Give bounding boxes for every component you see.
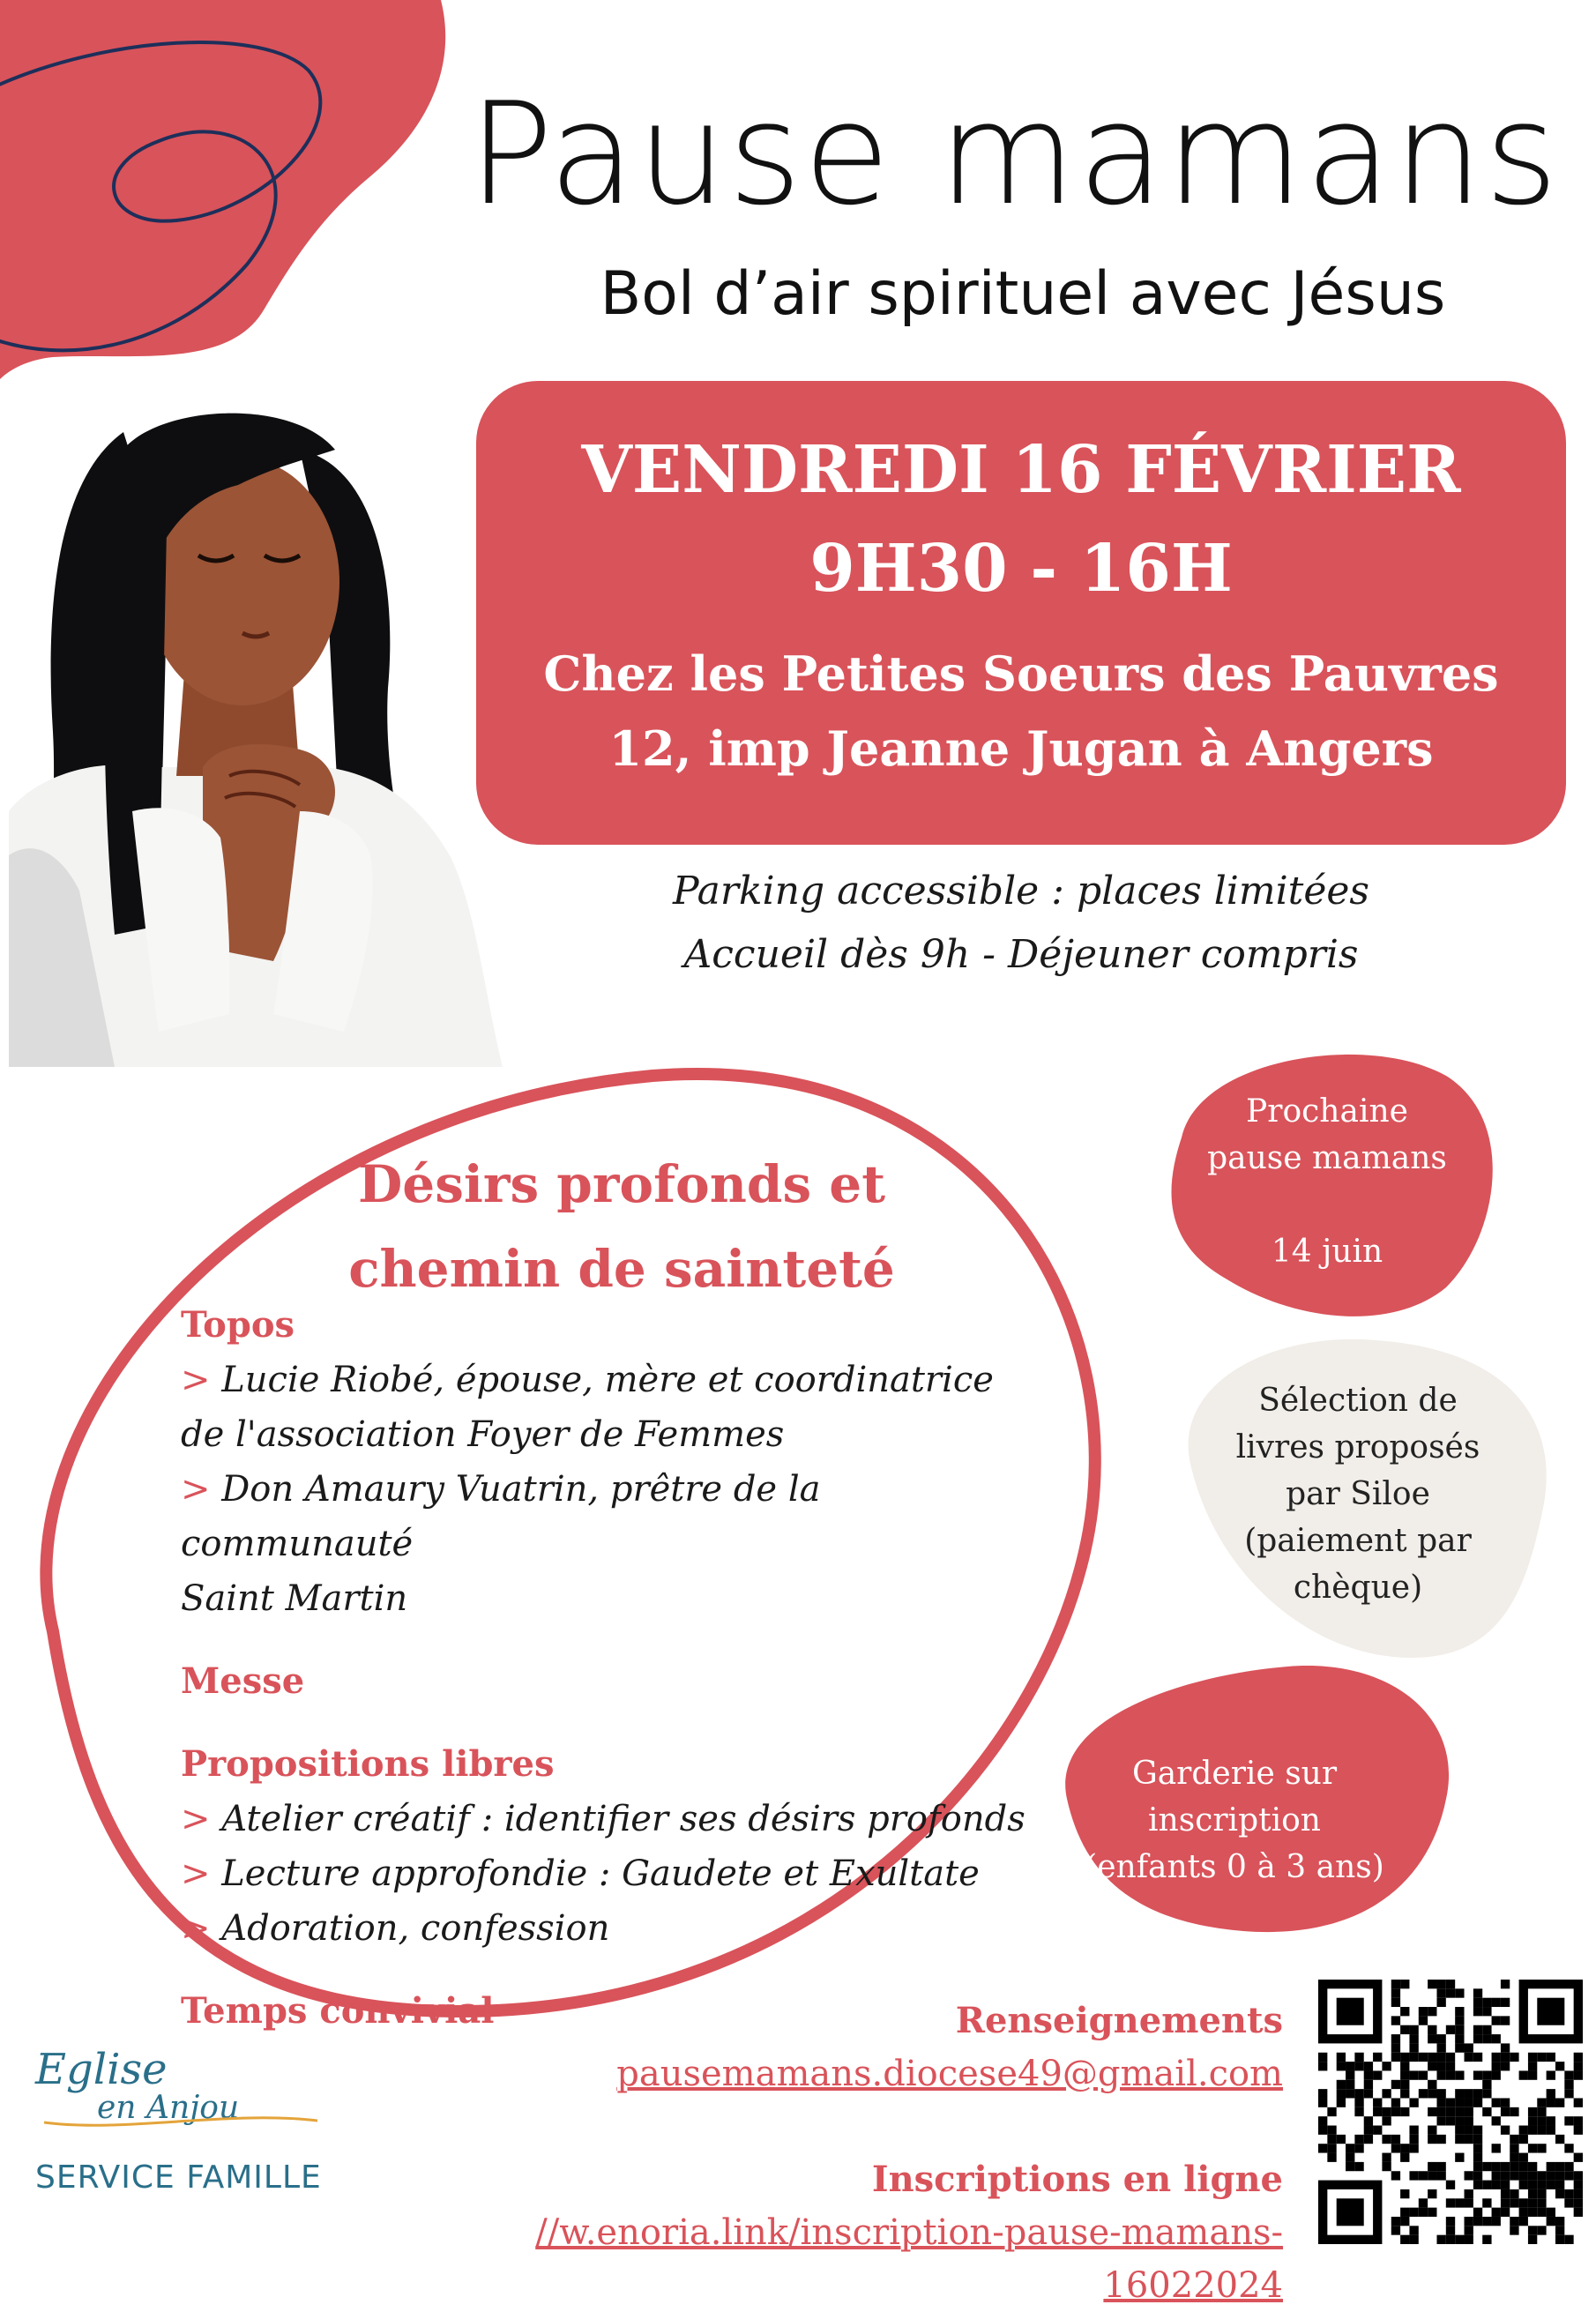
welcome-info: Accueil dès 9h - Déjeuner compris — [683, 932, 1359, 977]
topos-heading: Topos — [181, 1304, 295, 1346]
proposition-item — [181, 1792, 1063, 1846]
daycare-line2: inscription — [1148, 1802, 1321, 1838]
logo-word-anjou: Anjou — [145, 2090, 240, 2126]
proposition-item1: Atelier créatif : identifier ses désirs profonds — [221, 1799, 1025, 1839]
proposition-item2: Lecture approfondie : Gaudete et Exultate — [221, 1853, 980, 1894]
books-line5: chèque) — [1293, 1570, 1423, 1606]
logo-word-en: en — [97, 2090, 137, 2126]
program-theme-line1: Désirs profonds et — [358, 1154, 885, 1214]
daycare-text — [1058, 1750, 1411, 1891]
register-label: Inscriptions en ligne — [871, 2159, 1283, 2200]
bullet: > — [181, 1908, 211, 1949]
event-address: 12, imp Jeanne Jugan à Angers — [608, 720, 1434, 777]
page-title: Pause mamans — [468, 71, 1560, 236]
propositions-heading: Propositions libres — [181, 1743, 555, 1785]
register-link[interactable]: //w.enoria.link/inscription-pause-mamans-16022024 — [535, 2212, 1283, 2306]
contact-email-link[interactable]: pausemamans.diocese49@gmail.com — [616, 2054, 1283, 2094]
proposition-item3: Adoration, confession — [221, 1908, 610, 1949]
topos-item — [181, 1462, 1063, 1571]
next-session-line2: pause mamans — [1207, 1140, 1447, 1176]
topos-item2-line2: Saint Martin — [181, 1578, 408, 1619]
proposition-item — [181, 1901, 1063, 1956]
bullet: > — [181, 1360, 211, 1400]
program-theme — [181, 1137, 1063, 1316]
topos-item — [181, 1353, 1063, 1407]
decorative-blob-top — [0, 0, 459, 388]
topos-item1-line2: de l'association Foyer de Femmes — [181, 1414, 785, 1455]
event-date-box — [476, 381, 1566, 845]
contact-section — [494, 1995, 1283, 2312]
program-theme-line2: chemin de sainteté — [348, 1239, 895, 1299]
bullet: > — [181, 1799, 211, 1839]
qr-code[interactable] — [1318, 1980, 1583, 2244]
next-session-date: 14 juin — [1271, 1234, 1383, 1270]
event-place: Chez les Petites Soeurs des Pauvres — [543, 645, 1499, 702]
daycare-line3: (enfants 0 à 3 ans) — [1085, 1849, 1384, 1885]
event-date: VENDREDI 16 FÉVRIER — [581, 432, 1461, 508]
bullet: > — [181, 1853, 211, 1894]
next-session-line1: Prochaine — [1246, 1093, 1408, 1130]
bullet: > — [181, 1469, 211, 1510]
info-label: Renseignements — [955, 2000, 1283, 2041]
praying-woman-illustration — [9, 397, 503, 1067]
eglise-en-anjou-logo — [35, 2045, 326, 2196]
program-section — [181, 1137, 1063, 2039]
topos-item2-line1: Don Amaury Vuatrin, prêtre de la communauté — [181, 1469, 821, 1564]
parking-info: Parking accessible : places limitées — [673, 869, 1369, 914]
event-hours: 9H30 - 16H — [809, 531, 1233, 607]
books-line4: (paiement par — [1244, 1523, 1472, 1559]
daycare-line1: Garderie sur — [1131, 1756, 1338, 1792]
proposition-item — [181, 1846, 1063, 1901]
books-line1: Sélection de — [1258, 1383, 1458, 1419]
page-subtitle: Bol d’air spirituel avec Jésus — [600, 259, 1446, 329]
event-practical-info — [476, 860, 1566, 987]
books-line3: par Siloe — [1286, 1476, 1430, 1512]
convivial-heading: Temps convivial — [181, 1990, 495, 2032]
messe-heading: Messe — [181, 1660, 305, 1702]
books-text — [1208, 1377, 1508, 1611]
topos-item1-line1: Lucie Riobé, épouse, mère et coordinatrice — [221, 1360, 994, 1400]
next-session-text — [1160, 1088, 1495, 1275]
logo-service-famille: SERVICE FAMILLE — [35, 2159, 322, 2196]
logo-swoosh — [35, 2112, 326, 2129]
books-line2: livres proposés — [1235, 1429, 1480, 1466]
logo-word-eglise: Eglise — [35, 2045, 168, 2094]
